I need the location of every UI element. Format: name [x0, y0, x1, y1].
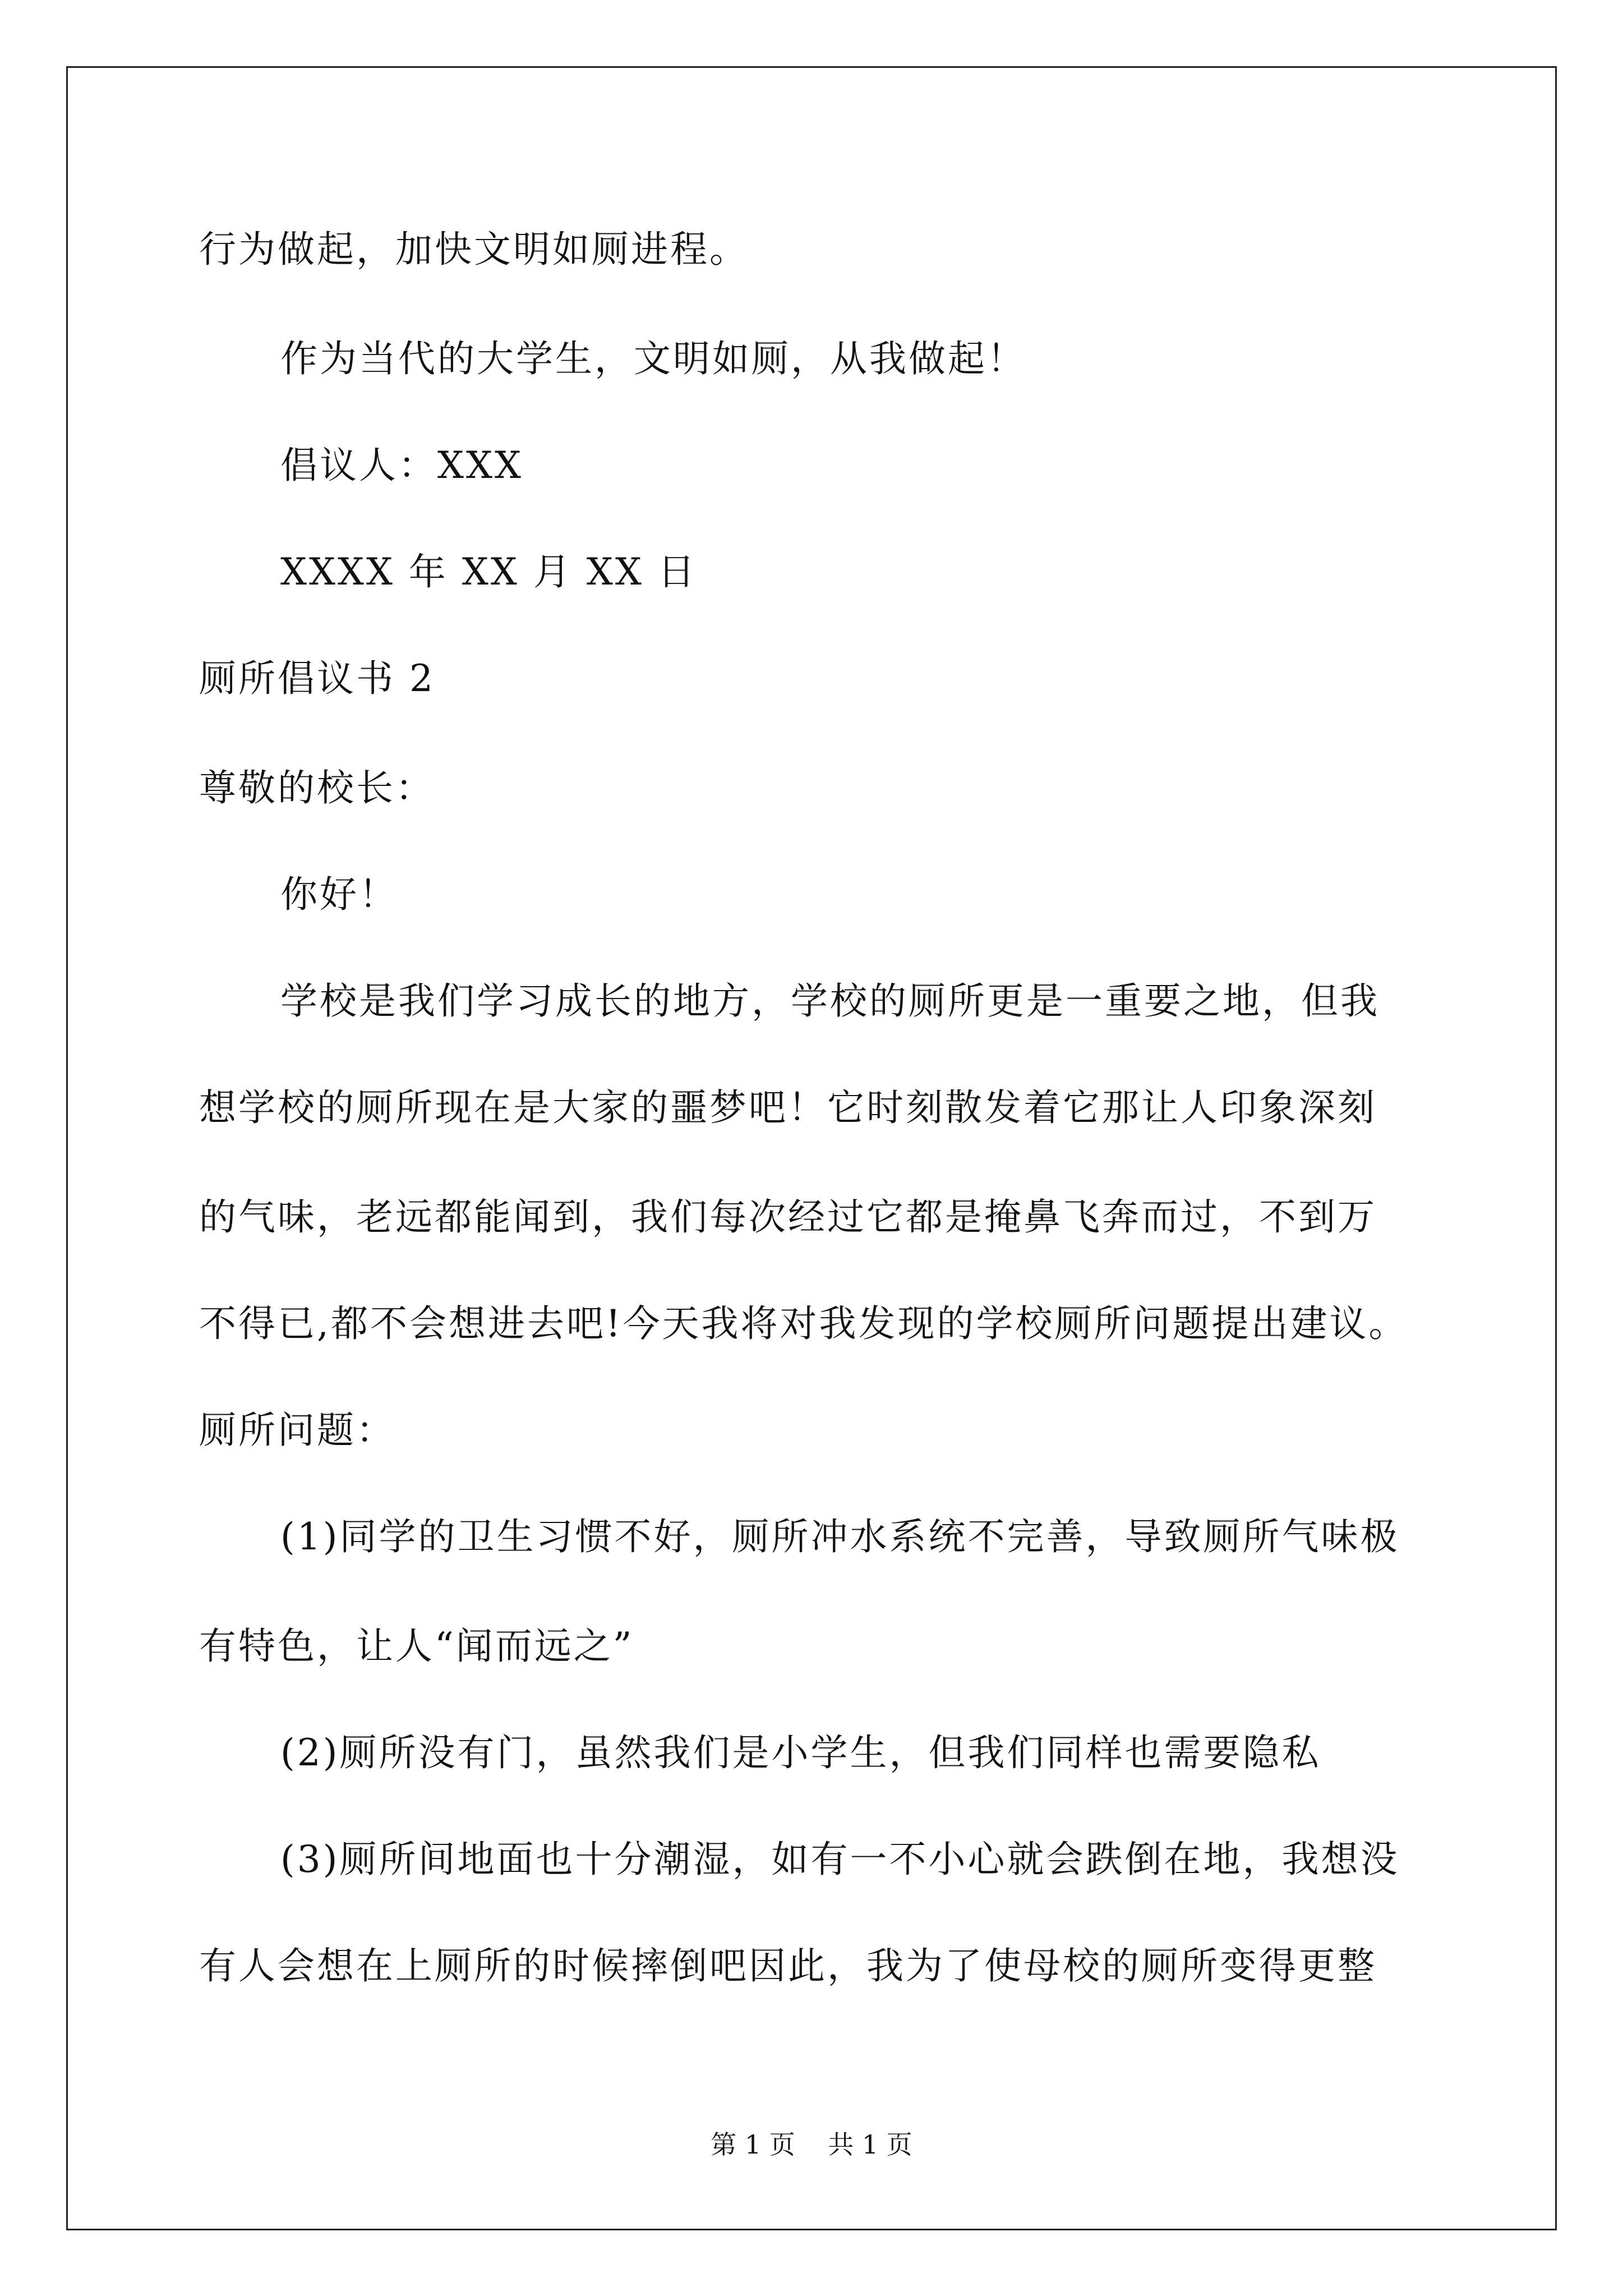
text-line: (2)厕所没有门，虽然我们是小学生，但我们同样也需要隐私 [280, 1731, 1321, 1774]
date-line: XXXX 年 XX 月 XX 日 [280, 550, 697, 593]
text-line: 行为做起，加快文明如厕进程。 [199, 228, 749, 271]
greeting: 你好！ [280, 873, 398, 916]
text-line: 想学校的厕所现在是大家的噩梦吧！它时刻散发着它那让人印象深刻 [199, 1086, 1377, 1129]
text-line: (3)厕所间地面也十分潮湿，如有一不小心就会跌倒在地，我想没 [280, 1838, 1400, 1881]
salutation: 尊敬的校长： [199, 766, 435, 809]
page-footer: 第 1 页 共 1 页 [711, 2129, 912, 2160]
heading-problems: 厕所问题： [199, 1409, 395, 1452]
text-line: 的气味，老远都能闻到，我们每次经过它都是掩鼻飞奔而过，不到万 [199, 1195, 1377, 1239]
text-line: 作为当代的大学生，文明如厕，从我做起！ [280, 337, 1026, 380]
text-line: 学校是我们学习成长的地方，学校的厕所更是一重要之地，但我 [280, 979, 1380, 1023]
page-border [66, 66, 1557, 2230]
text-line: 不得已,都不会想进去吧!今天我将对我发现的学校厕所问题提出建议。 [199, 1302, 1408, 1345]
section-title: 厕所倡议书 2 [199, 657, 435, 700]
text-line: 有人会想在上厕所的时候摔倒吧因此，我为了使母校的厕所变得更整 [199, 1944, 1377, 1987]
text-line: (1)同学的卫生习惯不好，厕所冲水系统不完善，导致厕所气味极 [280, 1515, 1400, 1558]
text-line: 有特色，让人“闻而远之” [199, 1625, 634, 1668]
signature-line: 倡议人：XXX [280, 444, 523, 487]
